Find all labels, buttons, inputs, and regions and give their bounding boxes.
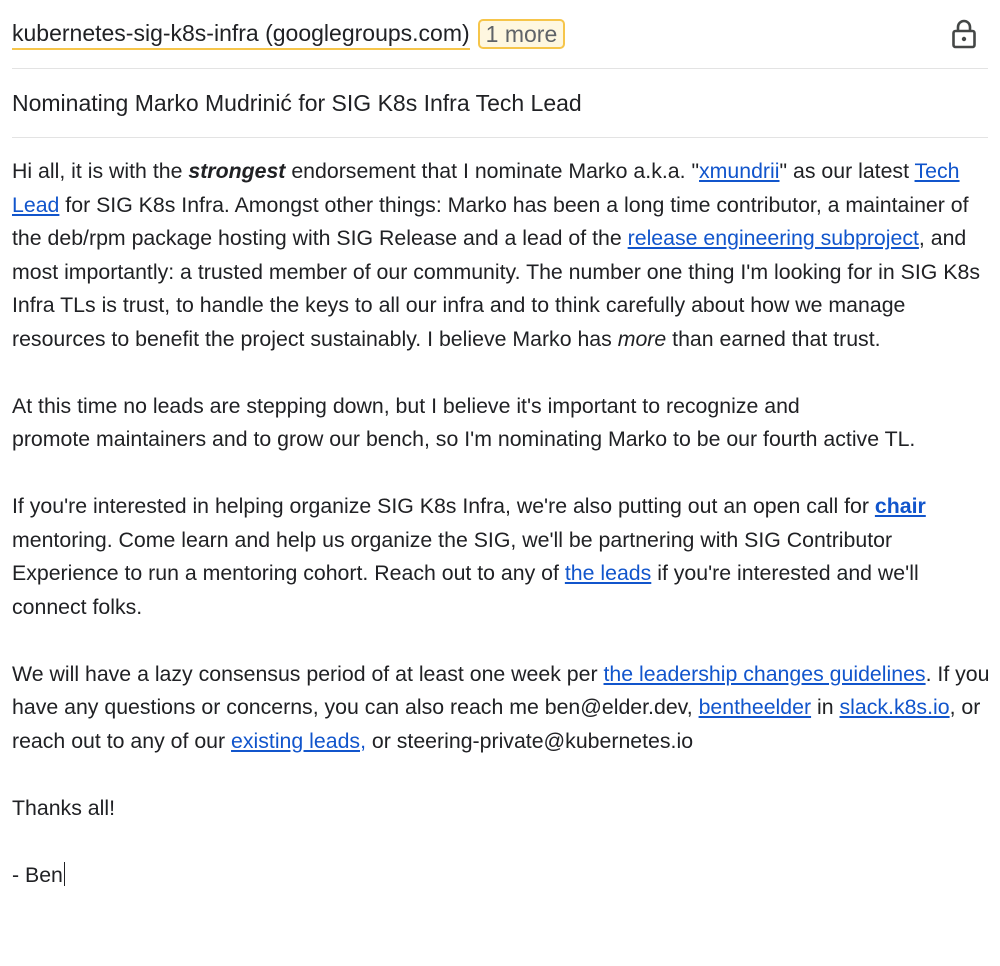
- link-the-leads[interactable]: the leads: [564, 561, 652, 585]
- text: , and most importantly: a trusted member of our community. The number one thing I'm looking for in SIG K8s Infra TLs is trust, to handle the keys to all our infra and to think carefully about how we manage resources to benefit the project sustainably. I believe Marko has: [12, 226, 980, 351]
- text: Hi all, it is with the: [12, 159, 189, 183]
- header-divider: [12, 68, 988, 69]
- text: than earned that trust.: [666, 326, 881, 351]
- emphasis-more: more: [617, 326, 667, 351]
- subject-divider: [12, 137, 988, 138]
- link-bentheelder[interactable]: bentheelder: [698, 695, 812, 719]
- subject-field[interactable]: Nominating Marko Mudrinić for SIG K8s Infra Tech Lead: [12, 90, 582, 116]
- text-cursor: [64, 862, 66, 886]
- paragraph-status: [12, 390, 992, 457]
- text: endorsement that I nominate Marko a.k.a. ": [285, 159, 700, 183]
- text: mentoring. Come learn and help us organize the SIG, we'll be partnering with SIG Contributor Experience to run a mentoring cohort. Reach out to any of: [12, 527, 893, 585]
- text: - Ben: [12, 862, 63, 887]
- link-chair[interactable]: chair: [874, 494, 926, 518]
- recipient-chip[interactable]: kubernetes-sig-k8s-infra (googlegroups.com): [12, 19, 470, 50]
- more-recipients-chip[interactable]: 1 more: [478, 19, 566, 49]
- recipients-row: [12, 14, 988, 54]
- emphasis-strongest: strongest: [188, 159, 286, 183]
- text: for SIG K8s Infra. Amongst other things: Marko has been a long time contributor, a maintainer of the deb/rpm package hosting with SIG Release and a lead of the: [12, 192, 969, 250]
- text: if you're interested and we'll connect folks.: [12, 561, 919, 619]
- text: promote maintainers and to grow our bench, so I'm nominating Marko to be our fourth active TL.: [12, 427, 916, 451]
- paragraph-signature: [12, 859, 992, 893]
- paragraph-nomination: [12, 155, 992, 356]
- text: in: [811, 695, 840, 719]
- lock-icon[interactable]: [950, 18, 978, 50]
- link-leadership-guidelines[interactable]: the leadership changes guidelines: [603, 661, 926, 686]
- text: " as our latest: [779, 159, 915, 183]
- text: If you're interested in helping organize SIG K8s Infra, we're also putting out an open call for: [12, 494, 875, 518]
- text: Thanks all!: [12, 795, 115, 820]
- paragraph-thanks: [12, 792, 992, 826]
- paragraph-consensus: [12, 658, 992, 759]
- message-body[interactable]: [12, 155, 992, 926]
- link-existing-leads[interactable]: existing leads,: [231, 728, 366, 753]
- text: , or reach out to any of our: [12, 695, 981, 753]
- text: or steering-private@kubernetes.io: [366, 728, 694, 753]
- paragraph-mentoring: [12, 490, 992, 624]
- link-xmundrii[interactable]: xmundrii: [699, 159, 780, 183]
- text: At this time no leads are stepping down, but I believe it's important to recognize and: [12, 393, 800, 418]
- text: We will have a lazy consensus period of at least one week per: [12, 661, 604, 686]
- link-release-engineering[interactable]: release engineering subproject: [627, 226, 919, 250]
- link-tech-lead[interactable]: Tech Lead: [12, 159, 960, 217]
- text: . If you have any questions or concerns, you can also reach me ben@elder.dev,: [12, 661, 990, 719]
- link-slack[interactable]: slack.k8s.io: [839, 695, 950, 719]
